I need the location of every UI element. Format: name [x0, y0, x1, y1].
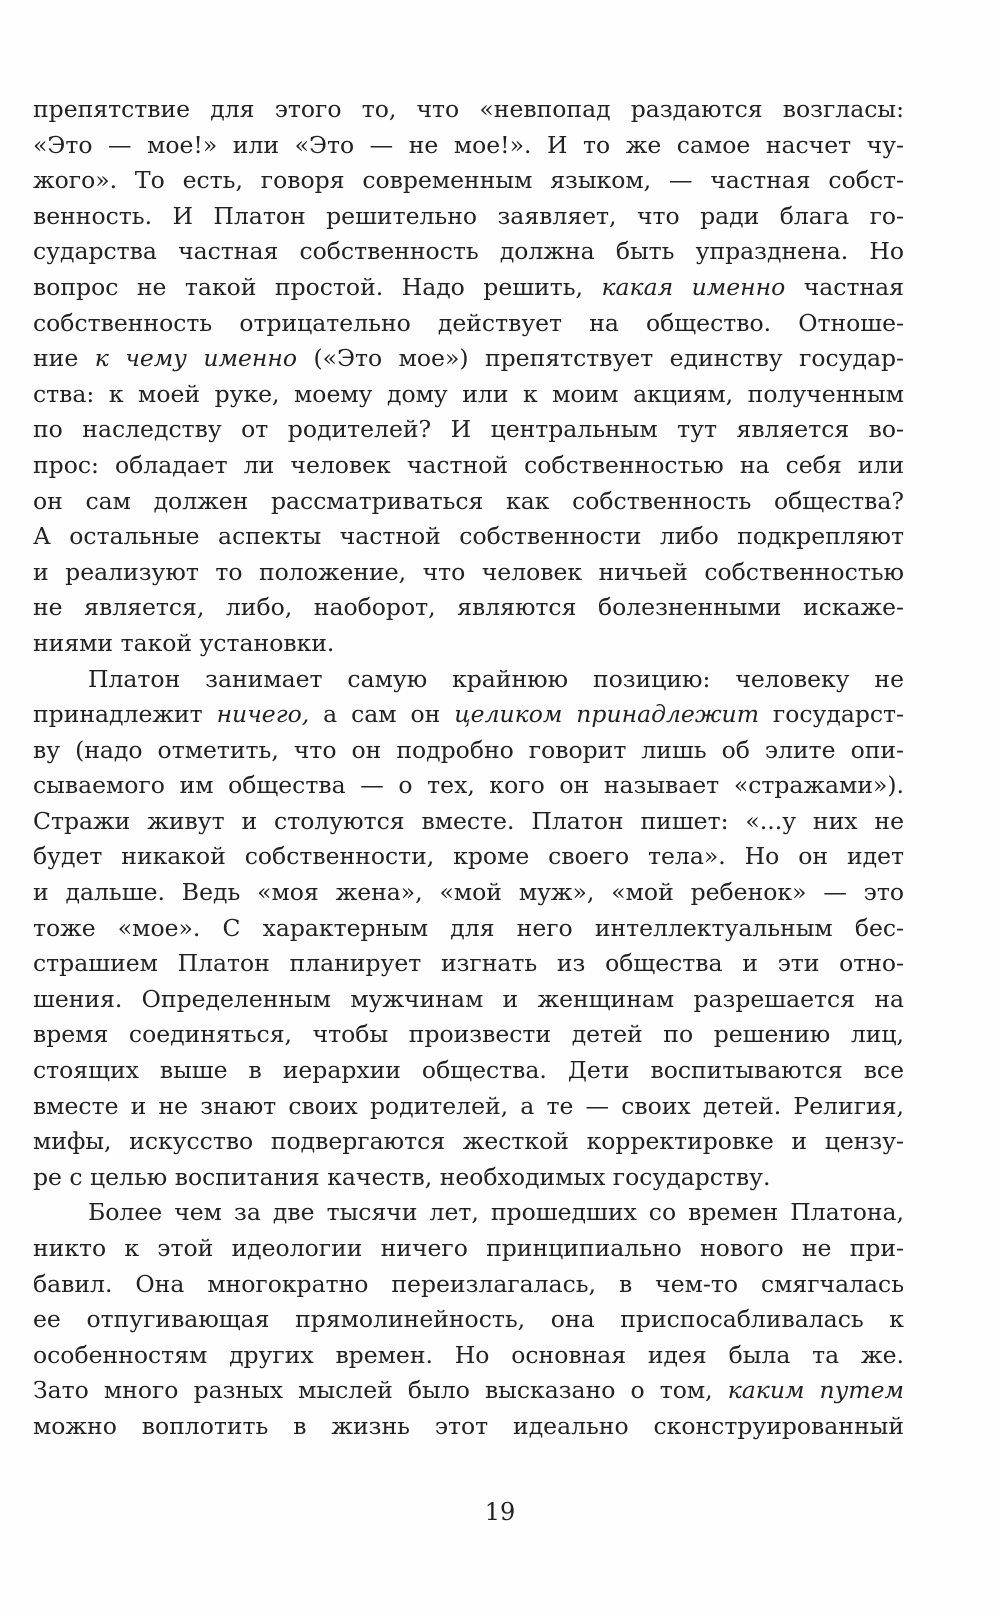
text-line [33, 590, 904, 626]
text-segment: время соединяться, чтобы произвести детей по решению лиц, [33, 1020, 904, 1049]
text-segment: страшием Платон планирует изгнать из общества и эти отно- [33, 949, 904, 978]
text-segment: ства: к моей руке, моему дому или к моим акциям, полученным [33, 379, 904, 408]
text-line [33, 662, 904, 698]
text-segment: и реализуют то положение, что человек ничьей собственностью [33, 557, 904, 586]
text-segment: А остальные аспекты частной собственности либо подкрепляют [33, 522, 904, 551]
text-line [33, 1017, 904, 1053]
text-segment: Более чем за две тысячи лет, прошедших со времен Платона, [88, 1198, 904, 1227]
text-line [33, 626, 904, 662]
text-segment: особенностям других времен. Но основная идея была та же. [33, 1340, 904, 1369]
text-line [33, 733, 904, 769]
text-line [33, 448, 904, 484]
text-line [33, 270, 904, 306]
text-line [33, 1053, 904, 1089]
text-line [33, 768, 904, 804]
text-line [33, 412, 904, 448]
text-segment: Платон занимает самую крайнюю позицию: человеку не [88, 664, 904, 693]
text-line [33, 1338, 904, 1374]
text-segment: прос: обладает ли человек частной собственностью на себя или [33, 450, 904, 479]
text-segment: тоже «мое». С характерным для него интеллектуальным бес- [33, 913, 904, 942]
text-line [33, 163, 904, 199]
text-segment: шения. Определенным мужчинам и женщинам разрешается на [33, 984, 904, 1013]
text-segment: а сам он [309, 700, 455, 729]
text-segment: ву (надо отметить, что он подробно говорит лишь об элите опи- [33, 735, 904, 764]
text-segment: стоящих выше в иерархии общества. Дети воспитываются все [33, 1056, 904, 1085]
text-segment: принадлежит [33, 700, 217, 729]
text-segment: по наследству от родителей? И центральным тут является во- [33, 415, 904, 444]
text-segment: ниями такой установки. [33, 628, 335, 657]
text-segment: будет никакой собственности, кроме своего тела». Но он идет [33, 842, 904, 871]
text-line [33, 1195, 904, 1231]
text-segment: частная [785, 272, 904, 301]
text-segment: «Это — мое!» или «Это — не мое!». И то же самое насчет чу- [33, 130, 904, 159]
italic-text: целиком принадлежит [454, 700, 759, 729]
text-segment: ние [33, 344, 95, 373]
text-segment: вопрос не такой простой. Надо решить, [33, 272, 602, 301]
text-segment: бавил. Она многократно переизлагалась, в чем-то смягчалась [33, 1269, 904, 1298]
text-line [33, 519, 904, 555]
text-segment: («Это мое») препятствует единству государ- [296, 344, 904, 373]
text-segment: он сам должен рассматриваться как собственность общества? [33, 486, 904, 515]
text-line [33, 199, 904, 235]
text-line [33, 234, 904, 270]
italic-text: к чему именно [94, 344, 297, 373]
text-segment: препятствие для этого то, что «невпопад раздаются возгласы: [33, 95, 904, 123]
text-line [33, 341, 904, 377]
text-segment: ее отпугивающая прямолинейность, она приспосабливалась к [33, 1305, 904, 1334]
text-segment: и дальше. Ведь «моя жена», «мой муж», «мой ребенок» — это [33, 878, 904, 907]
text-line [33, 1267, 904, 1303]
text-line [33, 1409, 904, 1445]
text-line [33, 839, 904, 875]
body-text [33, 92, 904, 1445]
text-segment: собственность отрицательно действует на общество. Отноше- [33, 308, 904, 337]
text-line [33, 1373, 904, 1409]
italic-text: какая именно [601, 272, 786, 301]
italic-text: ничего, [216, 700, 310, 729]
text-segment: ре с целью воспитания качеств, необходимых государству. [33, 1162, 771, 1191]
text-line [33, 804, 904, 840]
text-line [33, 982, 904, 1018]
text-line [33, 377, 904, 413]
text-line [33, 92, 904, 128]
text-segment: жого». То есть, говоря современным языком, — частная собст- [33, 166, 904, 195]
text-line [33, 1089, 904, 1125]
text-line [33, 1160, 904, 1196]
text-segment: мифы, искусство подвергаются жесткой корректировке и цензу- [33, 1127, 904, 1156]
text-segment: государст- [758, 700, 904, 729]
text-segment: Стражи живут и столуются вместе. Платон пишет: «...у них не [33, 806, 904, 835]
text-segment: сударства частная собственность должна быть упразднена. Но [33, 237, 904, 266]
text-line [33, 946, 904, 982]
text-line [33, 306, 904, 342]
text-line [33, 128, 904, 164]
text-segment: сываемого им общества — о тех, кого он называет «стражами»). [33, 771, 904, 800]
text-line [33, 1124, 904, 1160]
text-line [33, 555, 904, 591]
text-line [33, 875, 904, 911]
page-number: 19 [484, 1498, 516, 1526]
text-line [33, 911, 904, 947]
text-line [33, 1302, 904, 1338]
text-segment: никто к этой идеологии ничего принципиально нового не при- [33, 1234, 904, 1262]
text-line [33, 1231, 904, 1267]
text-line [33, 697, 904, 733]
text-segment: вместе и не знают своих родителей, а те — своих детей. Религия, [33, 1091, 904, 1120]
italic-text: каким путем [727, 1376, 904, 1405]
text-segment: венность. И Платон решительно заявляет, что ради блага го- [33, 201, 904, 230]
text-segment: Зато много разных мыслей было высказано о том, [33, 1376, 728, 1405]
text-line [33, 484, 904, 520]
text-segment: можно воплотить в жизнь этот идеально сконструированный [33, 1411, 904, 1440]
text-segment: не является, либо, наоборот, являются болезненными искаже- [33, 593, 904, 622]
